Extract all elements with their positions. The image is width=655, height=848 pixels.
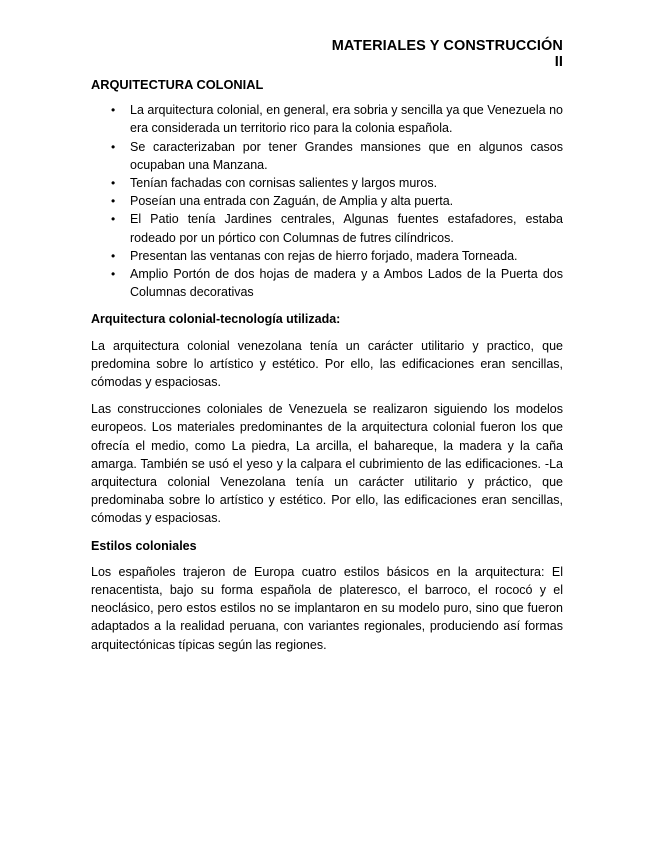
section-title-tecnologia: Arquitectura colonial-tecnología utilizada: bbox=[91, 312, 341, 327]
list-item-text: Amplio Portón de dos hojas de madera y a Ambos Lados de la Puerta dos Columnas decorativas bbox=[130, 267, 563, 300]
list-item bbox=[91, 138, 563, 174]
list-item bbox=[91, 174, 563, 192]
section-title-arquitectura-colonial: ARQUITECTURA COLONIAL bbox=[91, 77, 264, 92]
bullet-list bbox=[91, 101, 563, 301]
list-item bbox=[91, 265, 563, 301]
list-item bbox=[91, 210, 563, 246]
paragraph: La arquitectura colonial venezolana tenía un carácter utilitario y practico, que predomina sobre lo artístico y estético. Por ello, las edificaciones eran sencillas, cómodas y espaciosas. bbox=[91, 338, 563, 390]
list-item bbox=[91, 247, 563, 265]
bullet-icon: • bbox=[111, 194, 116, 209]
bullet-icon: • bbox=[111, 176, 116, 191]
list-item bbox=[91, 101, 563, 137]
bullet-icon: • bbox=[111, 267, 116, 282]
bullet-icon: • bbox=[111, 248, 116, 263]
list-item-text: La arquitectura colonial, en general, era sobria y sencilla ya que Venezuela no era considerada un territorio rico para la colonia española. bbox=[130, 103, 563, 136]
bullet-icon: • bbox=[111, 212, 116, 227]
section-title-estilos-coloniales: Estilos coloniales bbox=[91, 538, 197, 553]
bullet-icon: • bbox=[111, 103, 116, 118]
document-header-title: MATERIALES Y CONSTRUCCIÓN II bbox=[331, 38, 563, 70]
paragraph: Los españoles trajeron de Europa cuatro estilos básicos en la arquitectura: El renacentista, bajo su forma española de plateresco, el barroco, el rococó y el neoclásico, pero estos estilos no se implantaron en su modelo puro, sino que fueron adaptados a la realidad peruana, con variantes regionales, produciendo así formas arquitectónicas típicas según las regiones. bbox=[91, 564, 563, 652]
list-item-text: Presentan las ventanas con rejas de hierro forjado, madera Torneada. bbox=[130, 248, 518, 263]
list-item-text: Tenían fachadas con cornisas salientes y largos muros. bbox=[130, 176, 438, 191]
list-item-text: Poseían una entrada con Zaguán, de Amplia y alta puerta. bbox=[130, 194, 454, 209]
list-item-text: El Patio tenía Jardines centrales, Algunas fuentes estafadores, estaba rodeado por un pórtico con Columnas de futres cilíndricos. bbox=[130, 212, 563, 245]
list-item-text: Se caracterizaban por tener Grandes mansiones que en algunos casos ocupaban una Manzana. bbox=[130, 139, 563, 172]
list-item bbox=[91, 192, 563, 210]
bullet-icon: • bbox=[111, 139, 116, 154]
paragraph: Las construcciones coloniales de Venezuela se realizaron siguiendo los modelos europeos. Los materiales predominantes de la arquitectura colonial fueron los que ofrecía el medio, como La piedra, La arcilla, el bahareque, la madera y la caña amarga. También se usó el yeso y la calpara el cubrimiento de las edificaciones. -La arquitectura colonial Venezolana tenía un carácter utilitario y práctico, que predominaba sobre lo artístico y estético. Por ello, las edificaciones eran sencillas, cómodas y espaciosas. bbox=[91, 402, 563, 526]
document-body bbox=[91, 76, 563, 663]
